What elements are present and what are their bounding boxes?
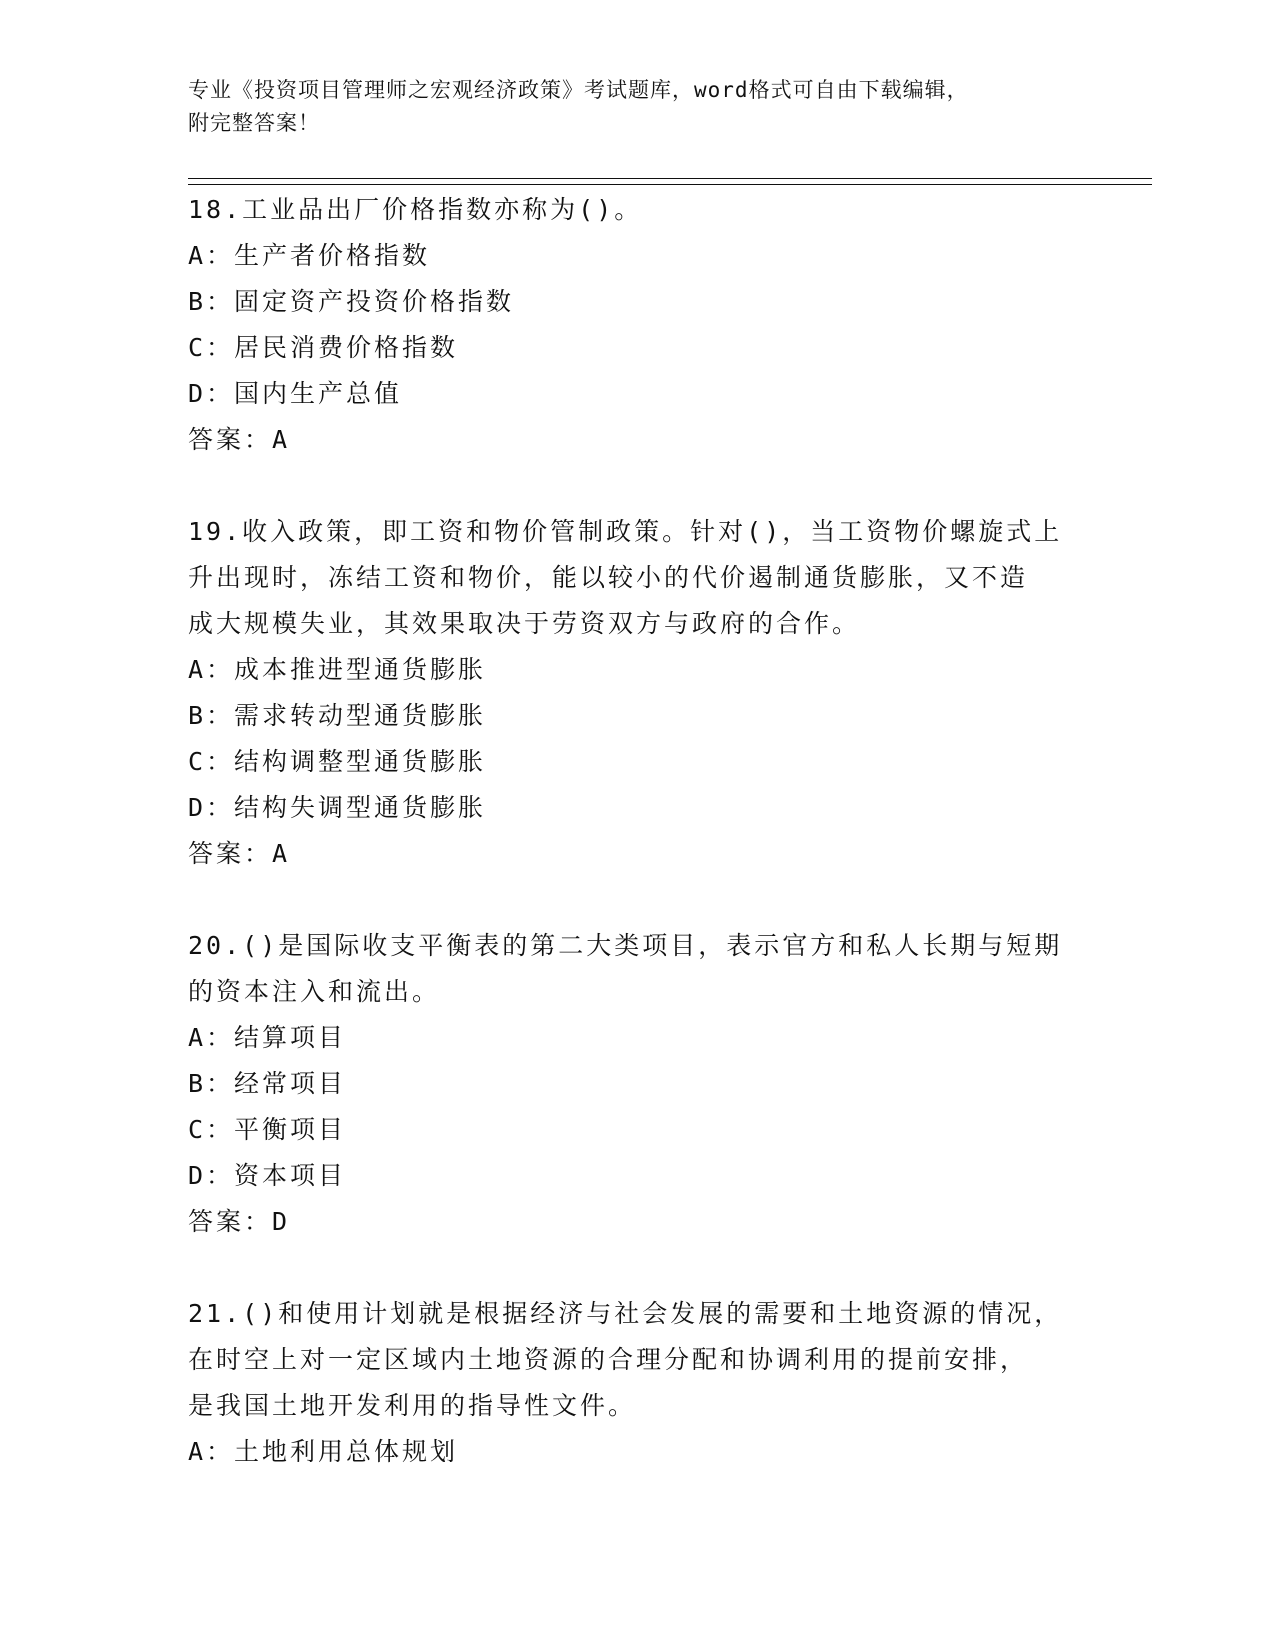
option-b: B：固定资产投资价格指数 [188, 287, 515, 316]
document-header [188, 74, 1088, 140]
question-spacer [188, 877, 1148, 923]
option-c: C：居民消费价格指数 [188, 333, 459, 362]
header-line-1: 专业《投资项目管理师之宏观经济政策》考试题库，word格式可自由下载编辑， [188, 78, 969, 102]
question-text-line-3: 是我国土地开发利用的指导性文件。 [188, 1391, 637, 1420]
question-text-line-3: 成大规模失业，其效果取决于劳资双方与政府的合作。 [188, 609, 861, 638]
answer: 答案：D [188, 1207, 291, 1236]
option-a: A：土地利用总体规划 [188, 1437, 459, 1466]
question-text-line-1: 19.收入政策，即工资和物价管制政策。针对()，当工资物价螺旋式上 [188, 517, 1063, 546]
question-list [188, 187, 1148, 1475]
option-b: B：需求转动型通货膨胀 [188, 701, 487, 730]
header-divider-top [188, 178, 1152, 179]
question-21 [188, 1291, 1148, 1475]
option-c: C：结构调整型通货膨胀 [188, 747, 487, 776]
option-b: B：经常项目 [188, 1069, 347, 1098]
option-a: A：成本推进型通货膨胀 [188, 655, 487, 684]
question-20 [188, 923, 1148, 1245]
answer: 答案：A [188, 839, 291, 868]
option-a: A：生产者价格指数 [188, 241, 431, 270]
option-c: C：平衡项目 [188, 1115, 347, 1144]
option-d: D：国内生产总值 [188, 379, 403, 408]
header-line-2: 附完整答案！ [188, 111, 320, 135]
question-text-line-1: 21.()和使用计划就是根据经济与社会发展的需要和土地资源的情况， [188, 1299, 1063, 1328]
question-text-line-2: 升出现时，冻结工资和物价，能以较小的代价遏制通货膨胀，又不造 [188, 563, 1029, 592]
question-text: 18.工业品出厂价格指数亦称为()。 [188, 195, 643, 224]
question-spacer [188, 463, 1148, 509]
option-d: D：资本项目 [188, 1161, 347, 1190]
question-text-line-2: 的资本注入和流出。 [188, 977, 441, 1006]
question-18 [188, 187, 1148, 463]
question-19 [188, 509, 1148, 877]
option-a: A：结算项目 [188, 1023, 347, 1052]
question-spacer [188, 1245, 1148, 1291]
header-divider-bottom [188, 184, 1152, 185]
question-text-line-1: 20.()是国际收支平衡表的第二大类项目，表示官方和私人长期与短期 [188, 931, 1063, 960]
option-d: D：结构失调型通货膨胀 [188, 793, 487, 822]
answer: 答案：A [188, 425, 291, 454]
question-text-line-2: 在时空上对一定区域内土地资源的合理分配和协调利用的提前安排， [188, 1345, 1029, 1374]
